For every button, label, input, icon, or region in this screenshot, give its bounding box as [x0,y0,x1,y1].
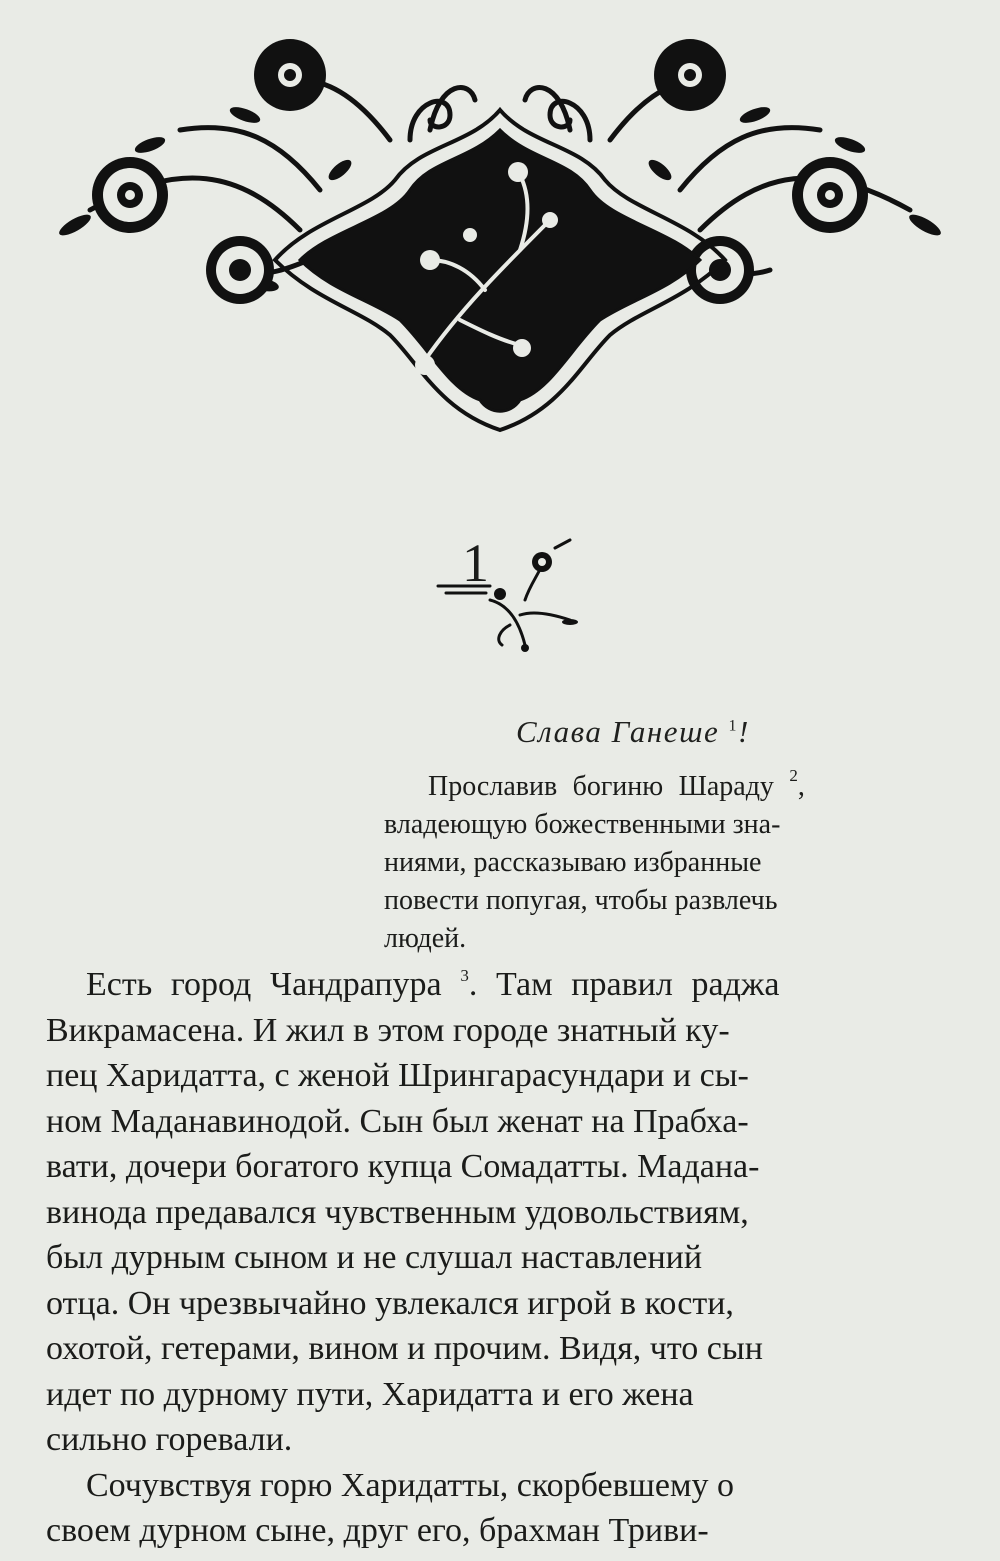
body-text [46,962,930,1554]
epigraph-line-text: Прославив богиню Шараду [428,771,774,802]
body-line: ном Маданавинодой. Сын был женат на Прабха- [46,1102,749,1140]
body-line-end: . Там правил раджа [468,966,780,1003]
body-line: вати, дочери богатого купца Сомадатты. Мадана- [46,1148,760,1185]
body-line [46,962,930,1008]
footnote-ref-1: 1 [728,717,738,735]
epigraph-line-end: , [797,771,805,802]
body-line: сильно горевали. [46,1421,293,1458]
footnote-ref-3: 3 [460,966,469,985]
floral-headpiece-ornament [30,20,970,440]
epigraph-line [384,768,918,806]
body-line: отца. Он чрезвычайно увлекался игрой в кости, [46,1284,734,1322]
epigraph-text [384,768,918,958]
body-line-text: Есть город Чандрапура [86,966,442,1003]
body-line: идет по дурному пути, Харидатта и его жена [46,1375,694,1413]
body-line: пец Харидатта, с женой Шрингарасундари и сы- [46,1057,749,1094]
body-line: охотой, гетерами, вином и прочим. Видя, что сын [46,1330,763,1367]
body-line: был дурным сыном и не слушал наставлений [46,1239,703,1276]
epigraph-line: людей. [384,923,467,954]
epigraph-line: повести попугая, чтобы развлечь [384,885,778,916]
body-line: своем дурном сыне, друг его, брахман Триви- [46,1512,709,1549]
epigraph-title-end: ! [737,714,750,749]
chapter-flower-ornament [420,530,590,660]
epigraph-title-text: Слава Ганеше [516,714,720,749]
body-line: винода предавался чувственным удовольствиям, [46,1193,749,1231]
chapter-number: 1 [462,533,489,593]
epigraph-title [516,714,750,750]
epigraph-line: ниями, рассказываю избранные [384,847,762,878]
body-line: Сочувствуя горю Харидатты, скорбевшему о [86,1466,734,1504]
body-line: Викрамасена. И жил в этом городе знатный ку- [46,1011,730,1049]
epigraph-line: владеющую божественными зна- [384,809,781,840]
footnote-ref-2: 2 [789,766,798,785]
